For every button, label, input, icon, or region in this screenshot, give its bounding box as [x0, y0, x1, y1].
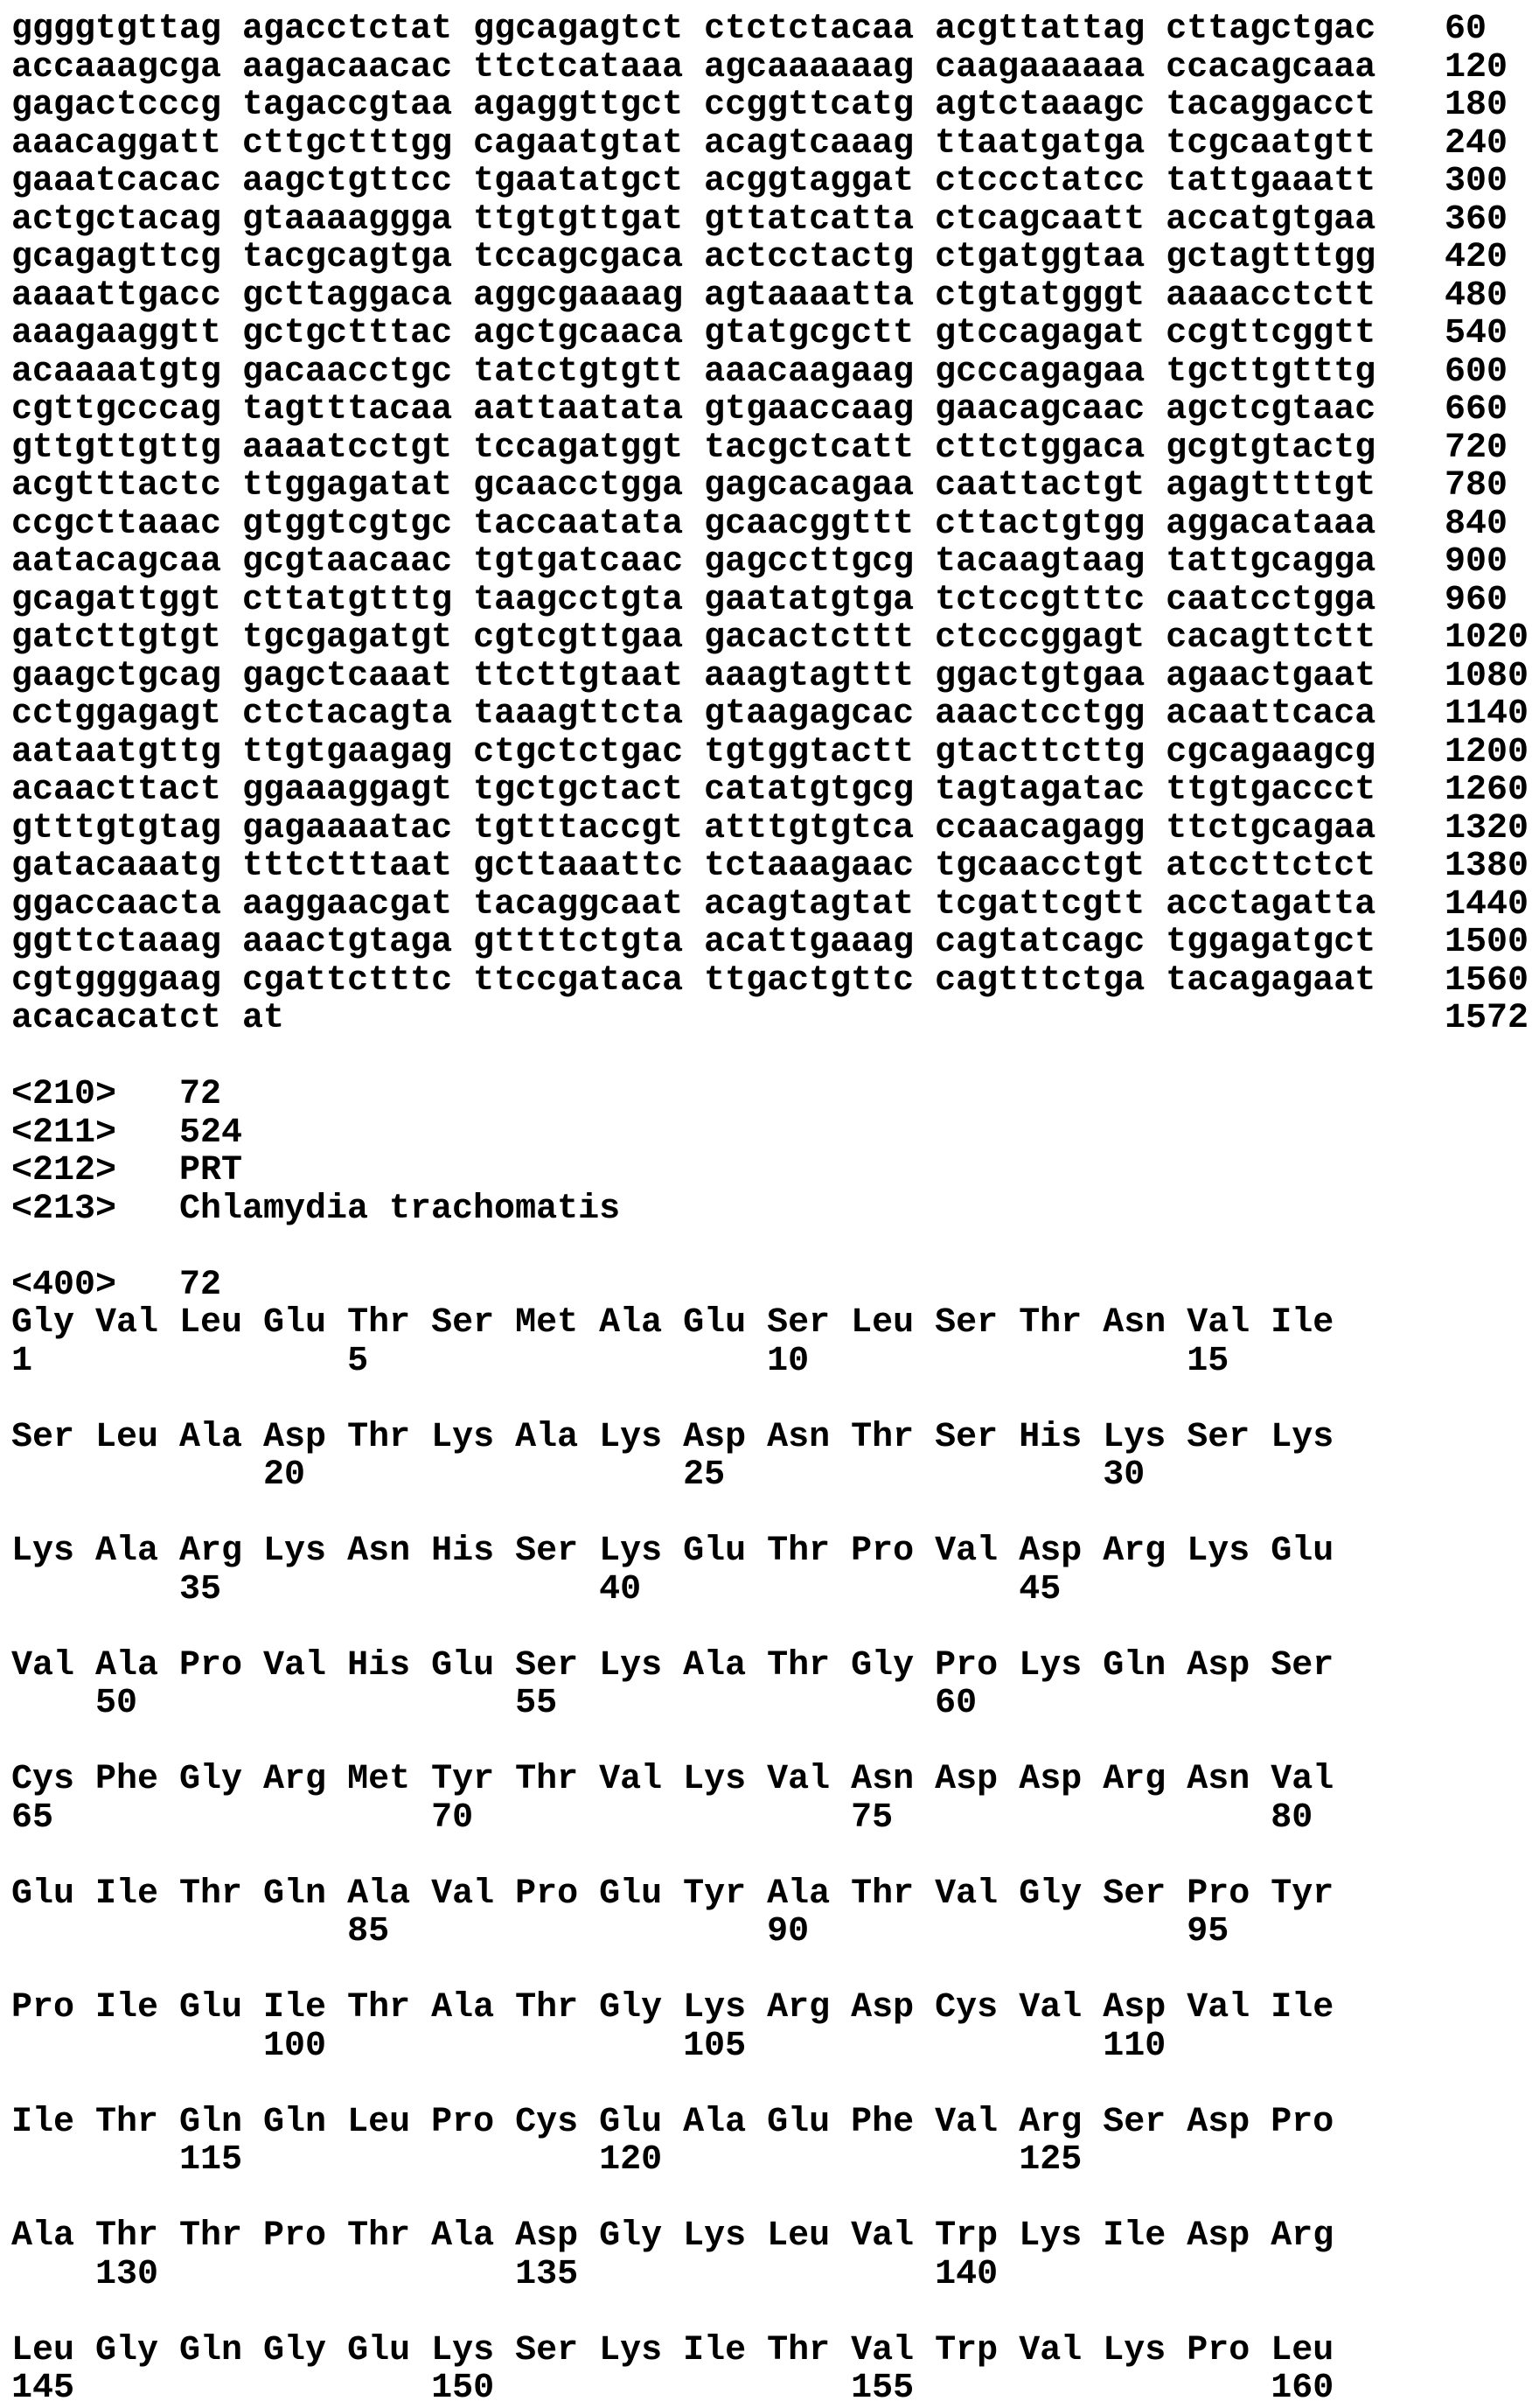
dna-sequence-text: gagactcccg tagaccgtaa agaggttgct ccggttcatg agtctaaagc tacaggacct — [11, 86, 1376, 125]
dna-sequence-text: ggttctaaag aaactgtaga gttttctgta acattgaaag cagtatcagc tggagatgct — [11, 923, 1376, 962]
metadata-tag: <210> — [11, 1075, 117, 1114]
protein-position-line — [11, 1343, 1539, 1381]
dna-position-number: 600 — [1445, 352, 1508, 392]
protein-position-line — [11, 1799, 1539, 1838]
dna-sequence-text: aaagaaggtt gctgctttac agctgcaaca gtatgcgctt gtccagagat ccgttcggtt — [11, 314, 1376, 353]
protein-position-line — [11, 2028, 1539, 2066]
dna-row — [11, 506, 1539, 544]
dna-position-number: 660 — [1445, 390, 1508, 429]
dna-sequence-text: gaaatcacac aagctgttcc tgaatatgct acggtaggat ctccctatcc tattgaaatt — [11, 162, 1376, 201]
dna-row — [11, 353, 1539, 392]
dna-position-number: 180 — [1445, 86, 1508, 125]
dna-sequence-text: gcagagttcg tacgcagtga tccagcgaca actcctactg ctgatggtaa gctagtttgg — [11, 238, 1376, 277]
dna-position-number: 540 — [1445, 314, 1508, 353]
dna-sequence-text: ggggtgttag agacctctat ggcagagtct ctctctacaa acgttattag cttagctgac — [11, 10, 1376, 49]
dna-sequence-text: actgctacag gtaaaaggga ttgtgttgat gttatcatta ctcagcaatt accatgtgaa — [11, 199, 1376, 240]
dna-position-number: 1572 — [1445, 999, 1529, 1038]
metadata-tag: <211> — [11, 1113, 117, 1153]
protein-position-line — [11, 2141, 1539, 2180]
dna-row — [11, 277, 1539, 316]
dna-sequence-text: gatacaaatg tttctttaat gcttaaattc tctaaagaac tgcaacctgt atccttctct — [11, 847, 1376, 886]
dna-row — [11, 582, 1539, 620]
protein-residues: Ser Leu Ala Asp Thr Lys Ala Lys Asp Asn Thr Ser His Lys Ser Lys — [11, 1417, 1334, 1457]
protein-residue-line — [11, 1875, 1539, 1914]
dna-position-number: 1320 — [1445, 808, 1529, 848]
protein-block — [11, 2217, 1539, 2293]
protein-position-line — [11, 1456, 1539, 1495]
dna-position-number: 240 — [1445, 123, 1508, 164]
dna-row — [11, 543, 1539, 582]
dna-sequence-text: acaaaatgtg gacaacctgc tatctgtgtt aaacaagaag gcccagagaa tgcttgtttg — [11, 352, 1376, 392]
protein-positions: 35 40 45 — [11, 1569, 1062, 1609]
metadata-row-210 — [11, 1076, 1539, 1114]
dna-position-number: 1500 — [1445, 923, 1529, 962]
dna-row — [11, 429, 1539, 468]
dna-row — [11, 695, 1539, 734]
metadata-value: 524 — [179, 1113, 243, 1153]
protein-block — [11, 1304, 1539, 1380]
metadata-row-213 — [11, 1190, 1539, 1229]
seq-400-value: 72 — [179, 1265, 222, 1305]
protein-block — [11, 1532, 1539, 1609]
metadata-tag: <212> — [11, 1151, 117, 1190]
dna-position-number: 960 — [1445, 580, 1508, 620]
dna-row — [11, 734, 1539, 772]
dna-row — [11, 201, 1539, 240]
dna-row — [11, 619, 1539, 658]
dna-position-number: 900 — [1445, 542, 1508, 582]
protein-positions: 50 55 60 — [11, 1684, 978, 1723]
protein-block — [11, 2104, 1539, 2180]
dna-row — [11, 87, 1539, 125]
dna-row — [11, 1000, 1539, 1038]
protein-positions: 65 70 75 80 — [11, 1797, 1313, 1838]
dna-row — [11, 315, 1539, 353]
dna-row — [11, 10, 1539, 49]
dna-position-number: 1140 — [1445, 694, 1529, 734]
metadata-value: Chlamydia trachomatis — [179, 1189, 621, 1229]
protein-residues: Pro Ile Glu Ile Thr Ala Thr Gly Lys Arg Asp Cys Val Asp Val Ile — [11, 1988, 1334, 2028]
dna-sequence-text: cctggagagt ctctacagta taaagttcta gtaagagcac aaactcctgg acaattcaca — [11, 694, 1376, 734]
protein-positions: 145 150 155 160 — [11, 2369, 1334, 2408]
dna-position-number: 1080 — [1445, 656, 1529, 696]
dna-sequence-text: accaaagcga aagacaacac ttctcataaa agcaaaaaag caagaaaaaa ccacagcaaa — [11, 47, 1376, 87]
dna-row — [11, 962, 1539, 1001]
dna-position-number: 1200 — [1445, 732, 1529, 772]
protein-residue-line — [11, 1989, 1539, 2028]
dna-position-number: 120 — [1445, 47, 1508, 87]
dna-sequence-text: gcagattggt cttatgtttg taagcctgta gaatatgtga tctccgtttc caatcctgga — [11, 580, 1376, 620]
dna-position-number: 1020 — [1445, 618, 1529, 658]
dna-sequence-text: aataatgttg ttgtgaagag ctgctctgac tgtggtactt gtacttcttg cgcagaagcg — [11, 732, 1376, 772]
protein-block — [11, 1875, 1539, 1951]
protein-positions: 130 135 140 — [11, 2254, 999, 2294]
metadata-value: 72 — [179, 1075, 222, 1114]
dna-row — [11, 467, 1539, 506]
dna-position-number: 720 — [1445, 428, 1508, 468]
dna-sequence-text: acgtttactc ttggagatat gcaacctgga gagcacagaa caattactgt agagttttgt — [11, 466, 1376, 506]
dna-sequence-text: aaacaggatt cttgctttgg cagaatgtat acagtcaaag ttaatgatga tcgcaatgtt — [11, 123, 1376, 164]
protein-block — [11, 1761, 1539, 1837]
dna-sequence-text: acaacttact ggaaaggagt tgctgctact catatgtgcg tagtagatac ttgtgaccct — [11, 771, 1376, 810]
dna-position-number: 360 — [1445, 199, 1508, 240]
dna-position-number: 480 — [1445, 276, 1508, 316]
dna-position-number: 420 — [1445, 238, 1508, 277]
sequence-metadata — [11, 1076, 1539, 1228]
dna-position-number: 780 — [1445, 466, 1508, 506]
dna-sequence-text: aatacagcaa gcgtaacaac tgtgatcaac gagccttgcg tacaagtaag tattgcagga — [11, 542, 1376, 582]
dna-row — [11, 771, 1539, 810]
protein-residues: Lys Ala Arg Lys Asn His Ser Lys Glu Thr Pro Val Asp Arg Lys Glu — [11, 1532, 1334, 1571]
protein-positions: 85 90 95 — [11, 1912, 1229, 1951]
metadata-tag: <213> — [11, 1189, 117, 1229]
dna-position-number: 60 — [1445, 10, 1487, 49]
protein-residue-line — [11, 2104, 1539, 2142]
dna-sequence-text: gttgttgttg aaaatcctgt tccagatggt tacgctcatt cttctggaca gcgtgtactg — [11, 428, 1376, 468]
dna-position-number: 1260 — [1445, 771, 1529, 810]
protein-residue-line — [11, 2217, 1539, 2256]
dna-row — [11, 49, 1539, 87]
dna-position-number: 1560 — [1445, 960, 1529, 1001]
protein-positions: 20 25 30 — [11, 1455, 1146, 1495]
dna-row — [11, 163, 1539, 201]
dna-listing — [11, 10, 1539, 1038]
protein-position-line — [11, 2370, 1539, 2408]
protein-block — [11, 1647, 1539, 1723]
dna-row — [11, 886, 1539, 925]
protein-residues: Cys Phe Gly Arg Met Tyr Thr Val Lys Val Asn Asp Asp Arg Asn Val — [11, 1760, 1334, 1799]
protein-block — [11, 2332, 1539, 2408]
dna-sequence-text: ggaccaacta aaggaacgat tacaggcaat acagtagtat tcgattcgtt acctagatta — [11, 884, 1376, 925]
protein-residues: Leu Gly Gln Gly Glu Lys Ser Lys Ile Thr Val Trp Val Lys Pro Leu — [11, 2330, 1334, 2370]
protein-residue-line — [11, 1647, 1539, 1686]
metadata-row-212 — [11, 1152, 1539, 1190]
dna-row — [11, 239, 1539, 277]
dna-row — [11, 848, 1539, 886]
protein-residue-line — [11, 1419, 1539, 1457]
dna-position-number: 300 — [1445, 162, 1508, 201]
seq-400-tag: <400> — [11, 1265, 117, 1305]
protein-positions: 115 120 125 — [11, 2140, 1083, 2180]
protein-residues: Glu Ile Thr Gln Ala Val Pro Glu Tyr Ala Thr Val Gly Ser Pro Tyr — [11, 1874, 1334, 1914]
protein-residue-line — [11, 1304, 1539, 1343]
protein-residue-line — [11, 2332, 1539, 2370]
protein-residue-line — [11, 1532, 1539, 1571]
protein-listing — [11, 1267, 1539, 2408]
dna-sequence-text: ccgcttaaac gtggtcgtgc taccaatata gcaacggttt cttactgtgg aggacataaa — [11, 504, 1376, 544]
metadata-row-211 — [11, 1114, 1539, 1153]
dna-row — [11, 125, 1539, 164]
protein-residue-line — [11, 1761, 1539, 1799]
dna-row — [11, 810, 1539, 848]
protein-residues: Ala Thr Thr Pro Thr Ala Asp Gly Lys Leu Val Trp Lys Ile Asp Arg — [11, 2216, 1334, 2256]
protein-position-line — [11, 1571, 1539, 1609]
dna-sequence-text: cgtggggaag cgattctttc ttccgataca ttgactgttc cagtttctga tacagagaat — [11, 960, 1376, 1001]
dna-position-number: 840 — [1445, 504, 1508, 544]
dna-sequence-text: cgttgcccag tagtttacaa aattaatata gtgaaccaag gaacagcaac agctcgtaac — [11, 390, 1376, 429]
dna-sequence-text: gaagctgcag gagctcaaat ttcttgtaat aaagtagttt ggactgtgaa agaactgaat — [11, 656, 1376, 696]
dna-position-number: 1380 — [1445, 847, 1529, 886]
protein-position-line — [11, 1685, 1539, 1723]
protein-position-line — [11, 1913, 1539, 1951]
dna-position-number: 1440 — [1445, 884, 1529, 925]
dna-sequence-text: aaaattgacc gcttaggaca aggcgaaaag agtaaaatta ctgtatgggt aaaacctctt — [11, 276, 1376, 316]
dna-row — [11, 391, 1539, 429]
dna-row — [11, 658, 1539, 696]
protein-residues: Ile Thr Gln Gln Leu Pro Cys Glu Ala Glu Phe Val Arg Ser Asp Pro — [11, 2102, 1334, 2142]
protein-block — [11, 1989, 1539, 2065]
dna-sequence-text: gtttgtgtag gagaaaatac tgtttaccgt atttgtgtca ccaacagagg ttctgcagaa — [11, 808, 1376, 848]
protein-positions: 1 5 10 15 — [11, 1341, 1229, 1381]
protein-position-line — [11, 2256, 1539, 2294]
protein-residues: Val Ala Pro Val His Glu Ser Lys Ala Thr Gly Pro Lys Gln Asp Ser — [11, 1645, 1334, 1686]
dna-row — [11, 924, 1539, 962]
dna-sequence-text: acacacatct at — [11, 999, 285, 1038]
metadata-value: PRT — [179, 1151, 243, 1190]
dna-sequence-text: gatcttgtgt tgcgagatgt cgtcgttgaa gacactcttt ctcccggagt cacagttctt — [11, 618, 1376, 658]
seq-400-header — [11, 1267, 1539, 1305]
protein-block — [11, 1419, 1539, 1495]
protein-residues: Gly Val Leu Glu Thr Ser Met Ala Glu Ser Leu Ser Thr Asn Val Ile — [11, 1303, 1334, 1343]
protein-positions: 100 105 110 — [11, 2026, 1166, 2066]
